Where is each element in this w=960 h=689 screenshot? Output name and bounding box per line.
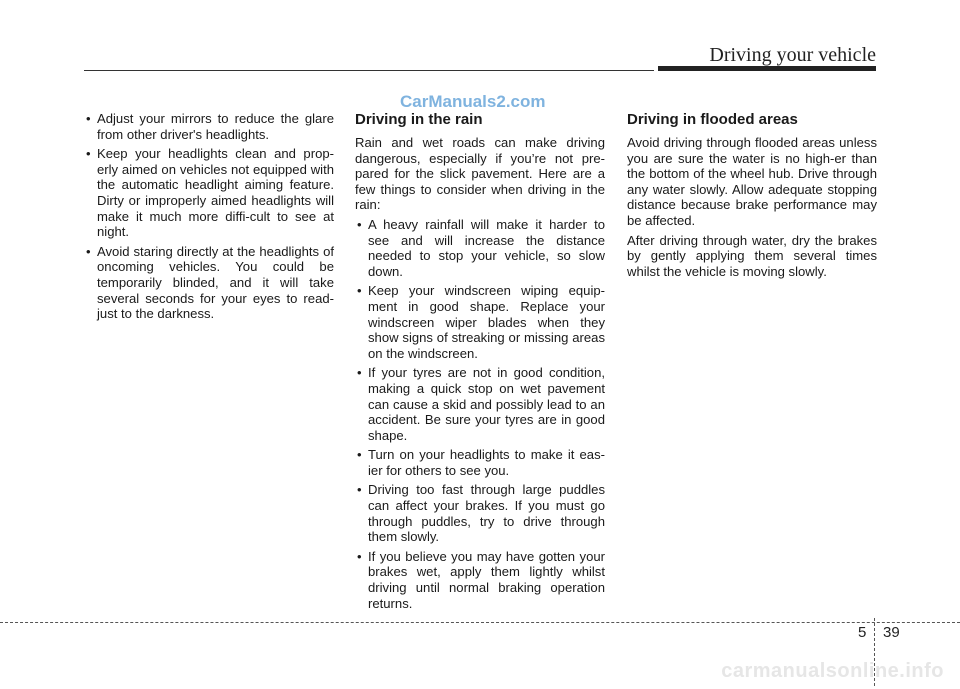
column-3 <box>627 111 877 283</box>
section-heading-flooded: Driving in flooded areas <box>627 111 798 128</box>
bullet-list <box>84 111 334 322</box>
header-rule-accent <box>658 66 876 71</box>
bullet-list <box>355 217 605 611</box>
footer-section-number: 5 <box>858 624 867 641</box>
list-item: • Adjust your mirrors to reduce the glare from other driver's headlights. <box>84 111 334 142</box>
list-item: • Keep your headlights clean and prop-erly aimed on vehicles not equipped with the automatic headlight aiming feature. Dirty or improperly aimed headlights will make it much more diffi-cult to see at night. <box>84 146 334 240</box>
list-item: • Turn on your headlights to make it eas-ier for others to see you. <box>355 447 605 478</box>
list-item: • A heavy rainfall will make it harder to see and will increase the distance needed to stop your vehicle, so slow down. <box>355 217 605 279</box>
list-item: • If you believe you may have gotten your brakes wet, apply them lightly whilst driving until normal braking operation returns. <box>355 549 605 611</box>
header-title: Driving your vehicle <box>709 44 876 66</box>
list-item: • Avoid staring directly at the headlights of oncoming vehicles. You could be temporarily blinded, and it will take several seconds for your eyes to read-just to the darkness. <box>84 244 334 322</box>
list-item: • Driving too fast through large puddles can affect your brakes. If you must go through puddles, try to drive through them slowly. <box>355 482 605 544</box>
paragraph: Avoid driving through flooded areas unless you are sure the water is no high-er than the bottom of the wheel hub. Drive through any water slowly. Allow adequate stopping distance because brake performance may be affected. <box>627 135 877 228</box>
column-2 <box>355 111 605 615</box>
watermark-top: CarManuals2.com <box>400 92 546 111</box>
column-1 <box>84 111 334 326</box>
section-heading-rain: Driving in the rain <box>355 111 483 128</box>
footer-rule <box>0 622 960 623</box>
paragraph: After driving through water, dry the brakes by gently applying them several times whilst the vehicle is moving slowly. <box>627 232 877 279</box>
header-rule <box>84 70 654 71</box>
list-item: • If your tyres are not in good condition, making a quick stop on wet pavement can cause a skid and possibly lead to an accident. Be sure your tyres are in good shape. <box>355 365 605 443</box>
footer-page-number: 39 <box>883 624 900 641</box>
paragraph: Rain and wet roads can make driving dangerous, especially if you’re not pre-pared for the slick pavement. Here are a few things to consider when driving in the rain: <box>355 135 605 213</box>
watermark-bottom: carmanualsonline.info <box>721 660 944 682</box>
list-item: • Keep your windscreen wiping equip-ment in good shape. Replace your windscreen wiper blades when they show signs of streaking or missing areas on the windscreen. <box>355 283 605 361</box>
